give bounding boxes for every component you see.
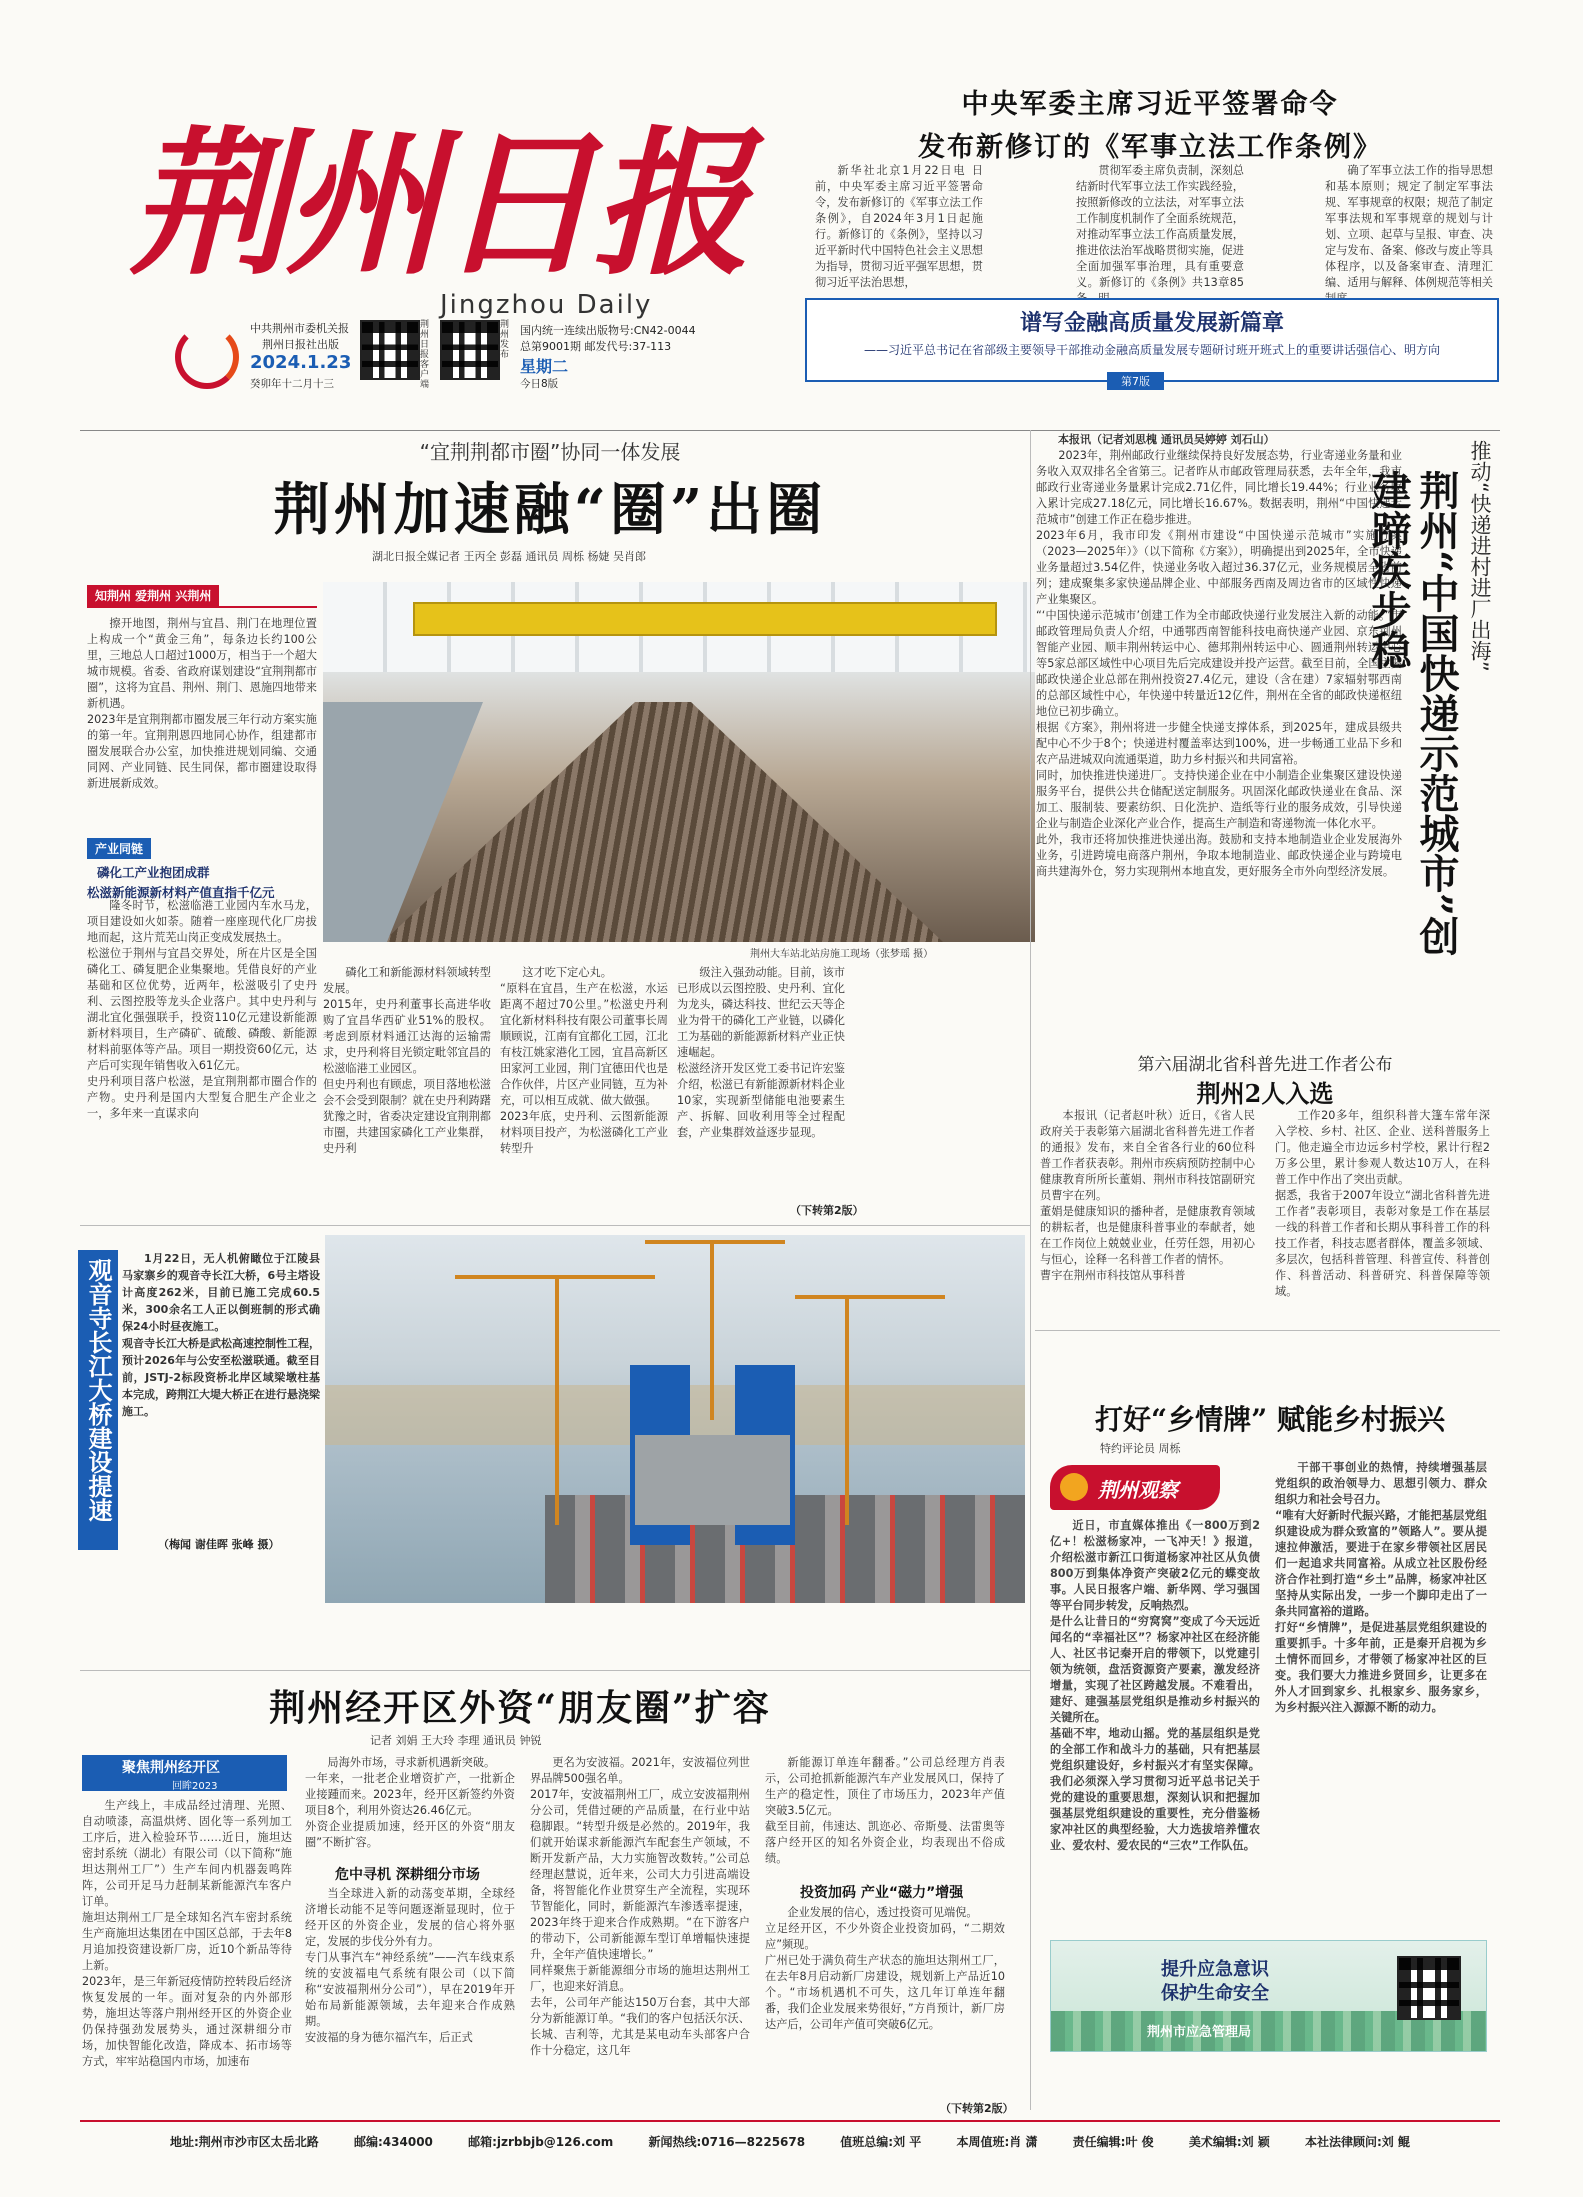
crane-left bbox=[555, 1275, 559, 1525]
econ-col2: 局海外市场，寻求新机遇新突破。 一年来，一批老企业增资扩产，一批新企业接踵而来。2023年，经开区新签约外资项目8个，利用外资达26.46亿元。 外资企业提质加速，经开区的外资“朋友圈”不断扩容。 bbox=[305, 1756, 515, 1849]
weekday: 星期二 bbox=[520, 357, 569, 376]
footer-art: 美术编辑:刘 颖 bbox=[1188, 2134, 1270, 2149]
top-news bbox=[800, 82, 1500, 164]
promo-page-tag: 第7版 bbox=[1107, 372, 1164, 390]
rule-econ-top bbox=[80, 1670, 1030, 1671]
top-news-col3: 确了军事立法工作的指导思想和基本原则；规定了制定军事法规、军事规章的权限；规范了制定军事法规和军事规章的规划与计划、立项、起草与呈报、审查、决定与发布、备案、修改与废止等具体程序，以及备案审查、清理汇编、适用与解释、体例规范等相关 bbox=[1325, 164, 1493, 289]
lead-byline: 湖北日报全媒记者 王丙全 彭磊 通讯员 周栎 杨婕 吴肖郎 bbox=[372, 550, 646, 563]
opinion-headline: 打好“乡情牌” 赋能乡村振兴 bbox=[1095, 1403, 1445, 1436]
rule-top-columns bbox=[80, 430, 1500, 431]
crane-mid bbox=[710, 1240, 714, 1420]
express-kicker: 推动“快递进村进厂出海” bbox=[1468, 440, 1492, 672]
lead-continue[interactable]: （下转第2版） bbox=[790, 1204, 864, 1217]
opinion-badge: 荆州观察 bbox=[1050, 1465, 1220, 1510]
lead-col2: 磷化工和新能源材料领域转型发展。 2015年，史丹利董事长高进华收购了宜昌华西矿业51%的股权。考虑到原材料通江达海的运输需求，史丹利将目光锁定毗邻宜昌的松滋临港工业园区。 但史丹利也有顾虑，项目落地松滋会不会受到限制？就在史丹利踌躇犹豫之时，省委决定建设宜荆荆都市圈，共建国家磷化工产业集群，史丹利 bbox=[323, 966, 491, 1155]
footer-duty-week: 本周值班:肖 潇 bbox=[956, 2134, 1038, 2149]
lead-photo-railway bbox=[323, 582, 1035, 942]
lead-col4: 级注入强劲动能。目前，该市已形成以云图控股、史丹利、宜化为龙头，磷达科技、世纪云天等企业为骨干的磷化工产业链，以磷化工为基础的新能源新材料产业正快速崛起。 松滋经济开发区党工委书记许宏鉴介绍，松滋已有新能源新材料企业10家，实现新型储能电池要素生产、拆解、回收利用等全过程配套，产业集群效益逐步显现。 bbox=[677, 966, 845, 1139]
opinion-byline: 特约评论员 周栎 bbox=[1100, 1442, 1181, 1455]
footer-lawyer: 本社法律顾问:刘 鲲 bbox=[1304, 2134, 1410, 2149]
top-headline-2: 发布新修订的《军事立法工作条例》 bbox=[918, 132, 1382, 163]
lead-col1b: 隆冬时节，松滋临港工业园内车水马龙，项目建设如火如荼。随着一座座现代化厂房拔地而起，这片荒芜山岗正变成发展热土。 松滋位于荆州与宜昌交界处，所在片区是全国磷化工、磷复肥企业集聚地。凭借良好的产业基础和区位优势，近两年，松滋吸引了史丹利、云图控股等龙头企业落户。其中史丹利与湖北宜化强强联手，投资110亿元建设新能源新材料项目，生产磷矿、硫酸、磷酸、新能源材料前驱体等产品。项目一期投资60亿元，达产后可实现年销售收入61亿元。 史丹利项目落户松滋，是宜荆荆都市圈合作的产物。史丹利是国内大型复合肥生产企业之一，多年来一直谋求向 bbox=[87, 899, 317, 1120]
footer-address: 地址:荆州市沙市区太岳北路 bbox=[170, 2134, 319, 2149]
science-kicker: 第六届湖北省科普先进工作者公布 bbox=[1137, 1055, 1393, 1075]
crane-mid-arm bbox=[645, 1240, 785, 1244]
publisher-line1: 中共荆州市委机关报 bbox=[250, 322, 349, 335]
science-col2: 工作20多年，组织科普大篷车常年深入学校、乡村、社区、企业、送科普服务上门。他走遍全市边远乡村学校，累计行程2万多公里，累计参观人数达10万人，在科普工作中作出了突出贡献。 据悉，我省于2007年设立“湖北省科普先进工作者”表彰项目，表彰对象是工作在基层一线的科普工作者和长期从事科普工作的科技工作者，科技志愿者群体，覆盖多领域、多层次，包括科普管理、科普宣传、科普创作、科普活动、科普研究、科普保障等领域。 bbox=[1275, 1109, 1490, 1298]
qr1-label: 荆州日报客户端 bbox=[420, 320, 430, 390]
econ-col4b: 企业发展的信心，透过投资可见端倪。 立足经开区，不少外资企业投资加码，“二期效应”频现。 广州已处于满负荷生产状态的施坦达荆州工厂，在去年8月启动新厂房建设，规划新上产品近10个。“市场机遇机不可失，这几年订单连年翻番，我们企业发展来势很好，”方肖预计，新厂房达产后，公司年产值可突破6亿元。 bbox=[765, 1906, 1005, 2031]
yellow-gantry bbox=[413, 602, 997, 636]
ad-qr-code[interactable] bbox=[1397, 1956, 1461, 2020]
qr2-label: 荆州发布 bbox=[500, 320, 510, 360]
issue-number: 总第9001期 邮发代号:37-113 bbox=[520, 340, 672, 353]
rule-mid-section bbox=[80, 1225, 1030, 1226]
crane-left-arm bbox=[455, 1275, 655, 1279]
bridge-vertical-title: 观音寺长江大桥建设提速 bbox=[78, 1250, 118, 1550]
footer-email[interactable]: 邮箱:jzrbbjb@126.com bbox=[468, 2134, 614, 2149]
econ-headline: 荆州经开区外资“朋友圈”扩容 bbox=[269, 1687, 771, 1729]
bridge-credit: （梅闻 谢佳晖 张峰 摄） bbox=[158, 1538, 280, 1551]
lunar-date: 癸卯年十二月十三 bbox=[250, 378, 334, 390]
econ-col1: 生产线上，丰成品经过清理、光照、自动喷漆，高温烘烤、固化等一系列加工工序后，进入检验环节……近日，施坦达密封系统（湖北）有限公司（以下简称“施坦达荆州工厂”）生产车间内机器轰鸣阵阵，公司开足马力赶制某新能源汽车客户订单。 施坦达荆州工厂是全球知名汽车密封系统生产商施坦达集团在中国区总部，于去年8月追加投资建设新厂房，近10个新品等待上新。 2023年，是三年新冠疫情防控转段后经济恢复发展的一年。面对复杂的内外部形势，施坦达等落户荆州经开区的外资企业仍保持强劲发展势头，通过深耕细分市场，加快智能化改造，降成本、拓市场等方式，牢牢站稳国内市场，加速布 bbox=[82, 1799, 292, 2068]
rule-science-bottom bbox=[1035, 1330, 1500, 1331]
footer-editor: 责任编辑:叶 俊 bbox=[1072, 2134, 1154, 2149]
rule-right-col bbox=[1030, 430, 1031, 2110]
econ-sub1: 危中寻机 深耕细分市场 bbox=[335, 1867, 480, 1883]
promo-subtitle: ——习近平总书记在省部级主要领导干部推动金融高质量发展专题研讨班开班式上的重要讲话强信心、明方向 bbox=[863, 343, 1440, 357]
lead-photo-caption: 荆州大车站北站房施工现场（张梦瑶 摄） bbox=[750, 949, 934, 960]
express-body: 本报讯（记者刘思槐 通讯员吴婷婷 刘石山） 2023年，荆州邮政行业继续保持良好发展态势，行业寄递业务量和业务收入双双排名全省第三。记者昨从市邮政管理局获悉，去年全年，我市邮政行业寄递业务量累计完成2.71亿件，同比增长19.44%；行业业务收入累计完成27.18亿元，同比增长16.67%。数据表明，荆州“中国快递示范城市”创建工作正在稳步推进。 2023年6月，我市印发《荆州市建设“中国快递示范城市”实施方案（2023—2025年）》（以下简称《方案》），明确提出到2025年，全市快递业务量超过3.54亿件，快递业务收入超过36.37亿元，业务规模居全省前列；建成聚集多家快递品牌企业、中部服务西南及周边省市的区域性快递产业集聚区。 “‘中国快递示范城市’创建工作为全市邮政快递行业发展注入新的动能。”市邮政管理局负责人介绍，中通鄂西南智能科技电商快递产业园、京东荆州智能产业园、顺丰荆州转运中心、德邦荆州转运中心、圆通荆州转运中心等5家总部区域性中心项目先后完成建设并投产运营。截至目前，全国主要邮政快递企业总部在荆州投资27.4亿元，建设（含在建）7家辐射鄂西南的总部区域性中心，年快递中转量近12亿件，荆州在全省的邮政快递枢纽地位已初步确立。 根据《方案》，荆州将进一步健全快递支撑体系，到2025年，建成县级共配中心不少于8个；快递进村覆盖率达到100%，进一步畅通工业品下乡和农产品进城双向流通渠道，助力乡村振兴和共同富裕。 同时，加快推进快递进厂。支持快递企业在中小制造企业集聚区建设快递服务平台，提供公共仓储配送定制服务。巩固深化邮政快递业在食品、深加工、服制装、要素纺织、日化洗护、造纸等行业的服务成效，引导快递企业与制造企业深化产业合作，提高生产制造和寄递物流一体化水平。 此外，我市还将加快推进快递出海。鼓励和支持本地制造业企业发展海外业务，引进跨境电商落户荆州，争取本地制造业、邮政快递企业与跨境电商共建海外仓，努力实现荆州本地直发，更好服务全市外向型经济发展。 bbox=[1036, 433, 1402, 878]
econ-col3: 更名为安波福。2021年，安波福位列世界品牌500强名单。 2017年，安波福荆州工厂，成立安波福荆州分公司，凭借过硬的产品质量，在行业中站稳脚跟。“转型升级是必然的。2019年，我们就开始谋求新能源汽车配套生产领域，不断开发新产品，大力实施智改数转。”公司总经理赵慧说，近年来，公司大力引进高端设备，将智能化作业贯穿生产全流程，实现环节智能化，同时，新能源汽车渗透率提速，2023年终于迎来合作成熟期。“在下游客户的带动下，公司新能源车型订单增幅快速提升，全年产值快速增长。” 同样聚焦于新能源细分市场的施坦达荆州工厂，也迎来好消息。 去年，公司年产能达150万台套，其中大部分为新能源订单。“我们的客户包括沃尔沃、长城、吉利等，尤其是某电动车头部客户合作十分稳定，这几年 bbox=[530, 1756, 750, 2057]
crane-right bbox=[845, 1295, 849, 1525]
promo-box[interactable] bbox=[805, 298, 1499, 388]
section-industry: 产业同链 磷化工产业抱团成群 松滋新能源新材料产值直指千亿元 bbox=[87, 838, 317, 903]
opinion-col1: 近日，市直媒体推出《一800万到2亿+！松滋杨家冲，一飞冲天！》报道，介绍松滋市新江口街道杨家冲社区从负债800万到集体净资产突破2亿元的蝶变故事。人民日报客户端、新华网、学习强国等平台同步转发，反响热烈。 是什么让昔日的“穷窝窝”变成了今天远近闻名的“幸福社区”？杨家冲社区在经济能人、社区书记秦开启的带领下，以党建引领为统领，盘活资源资产要素，激发经济增量，实现了社区跨越发展。不难看出，建好、建强基层党组织是推动乡村振兴的关键所在。 基础不牢，地动山摇。党的基层组织是党的全部工作和战斗力的基础，只有把基层党组织建设好，乡村振兴才有坚实保障。我们必须深入学习贯彻习近平总书记关于党的建设的重要思想，深刻认识和把握加强基层党组织建设的重要性，充分借鉴杨家冲社区的典型经验，大力选拔培养懂农业、爱农村、爱农民的“三农”工作队伍。 bbox=[1050, 1519, 1260, 1852]
econ-byline: 记者 刘娟 王大玲 李理 通讯员 钟锐 bbox=[370, 1734, 542, 1747]
masthead-pinyin: Jingzhou Daily bbox=[440, 290, 653, 320]
bridge-body: 1月22日，无人机俯瞰位于江陵县马家寨乡的观音寺长江大桥，6号主塔设计高度262米，目前已施工完成60.5米，300余名工人正以倒班制的形式确保24小时昼夜施工。 观音寺长江大桥是武松高速控制性工程，预计2026年与公安至松滋联通。截至目前，JSTJ-2标段资桥北岸区域梁墩柱基本完成，跨荆江大堤大桥正在进行悬浇梁施工。 bbox=[122, 1252, 320, 1418]
masthead bbox=[80, 70, 800, 450]
econ-continue[interactable]: （下转第2版） bbox=[940, 2102, 1014, 2115]
econ-sub2: 投资加码 产业“磁力”增强 bbox=[800, 1885, 964, 1901]
lead-headline: 荆州加速融“圈”出圈 bbox=[273, 477, 827, 543]
opinion-col2: 干部干事创业的热情，持续增强基层党组织的政治领导力、思想引领力、群众组织力和社会号召力。 “唯有大好新时代振兴路，才能把基层党组织建设成为群众致富的”领路人”。要从提速拉伸激活，要进于在家乡带领社区居民们一起追求共同富裕。从成立社区股份经济合作社到打造“乡土”品牌，杨家冲社区坚持从实际出发，一步一个脚印走出了一条共同富裕的道路。 打好“乡情牌”，是促进基层党组织建设的重要抓手。十多年前，正是秦开启视为乡土情怀而回乡，才带领了杨家冲社区的巨变。我们要大力推进乡贤回乡，让更多在外人才回到家乡、扎根家乡、服务家乡，为乡村振兴注入源源不断的动力。 bbox=[1275, 1461, 1487, 1714]
cn-number: 国内统一连续出版物号:CN42-0044 bbox=[520, 324, 696, 337]
top-headline-1: 中央军委主席习近平签署命令 bbox=[961, 89, 1339, 120]
page-count: 今日8版 bbox=[520, 378, 559, 390]
newspaper-logo-icon bbox=[175, 325, 239, 389]
issue-date: 2024.1.23 bbox=[250, 352, 352, 373]
econ-col2b: 当全球进入新的动荡变革期，全球经济增长动能不足等问题逐渐显现时，位于经开区的外资企业，发展的信心将外驱定，发展的步伐分外有力。 专门从事汽车“神经系统”——汽车线束系统的安波福电气系统有限公司（以下简称“安波福荆州分公司”），早在2019年开始布局新能源领域，去年迎来合作成熟期。 安波福的身为德尔福汽车，后正式 bbox=[305, 1887, 515, 2044]
top-news-col2: 贯彻军委主席负责制，深刻总结新时代军事立法工作实践经验，按照新修改的立法法，对军事立法工作制度机制作了全面系统规范，对推动军事立法工作高质量发展，推进依法治军战略贯彻实施，促进全面加强军事治理，具有重要意义。新修订的《条例》共13章85 bbox=[1076, 164, 1244, 289]
lead-col1: 擦开地图，荆州与宜昌、荆门在地理位置上构成一个“黄金三角”，每条边长约100公里，三地总人口超过1000万，相当于一个超大城市规模。省委、省政府谋划建设“宜荆荆都市圈”，这将为宜昌、荆州、荆门、恩施四地带来新机遇。 2023年是宜荆荆都市圈发展三年行动方案实施的第一年。宜荆荆恩四地同心协作，组建都市圈发展联合办公室，加快推进规划同编、交通同网、产业同链、民生同保，都市圈建设取得新进展新成效。 bbox=[87, 617, 317, 790]
qr-code-app[interactable] bbox=[360, 320, 420, 380]
lead-col3: 这才吃下定心丸。 “原料在宜昌，生产在松滋，水运距离不超过70公里。”松滋史丹利宜化新材料科技有限公司董事长周顺顾说，江南有宜都化工园，江北有枝江姚家港化工园，宜昌高新区田家河工业园，荆门宜德田代也是合作伙伴，片区产业同链，互为补充，可以相互成就、做大做强。 2023年底，史丹利、云图新能源材料项目投产，为松滋磷化工产业转型升 bbox=[500, 966, 668, 1155]
lead-kicker: “宜荆荆都市圈”协同一体发展 bbox=[419, 440, 681, 464]
science-col1: 本报讯（记者赵叶秋）近日，《省人民政府关于表彰第六届湖北省科普先进工作者的通报》发布，来自全省各行业的60位科普工作者获表彰。荆州市疾病预防控制中心健康教育所所长董娟、荆州市科技馆副研究员曹宇在列。 董娟是健康知识的播种者，是健康教育领域的耕耘者，也是健康科普事业的奉献者，她在工作岗位上兢兢业业，任劳任怨，用初心与恒心，诠释一名科普工作者的情怀。 曹宇在荆州市科技馆从事科普 bbox=[1040, 1109, 1255, 1282]
footer-duty-chief: 值班总编:刘 平 bbox=[840, 2134, 922, 2149]
crane-right-arm bbox=[795, 1295, 945, 1299]
promo-title: 谱写金融高质量发展新篇章 bbox=[1019, 310, 1284, 336]
safety-ad[interactable]: 提升应急意识 保护生命安全 荆州市应急管理局 bbox=[1050, 1940, 1487, 2052]
footer-hotline: 新闻热线:0716—8225678 bbox=[648, 2134, 806, 2149]
masthead-title: 荆州日报 bbox=[130, 112, 746, 297]
badge-swirl-icon bbox=[1060, 1473, 1088, 1501]
lead-sidebar-tag: 知荆州 爱荆州 兴荆州 bbox=[87, 585, 317, 608]
top-news-col1: 新华社北京1月22日电 日前，中央军委主席习近平签署命令，发布新修订的《军事立法工作条例》，自2024年3月1日起施行。新修订的《条例》，坚持以习近平新时代中国特色社会主义思想为指导，贯彻习近平强军思想，贯彻习近平法治思想， bbox=[815, 164, 983, 289]
tower-pier bbox=[635, 1435, 790, 1525]
econ-col4: 新能源订单连年翻番。”公司总经理方肖表示，公司抢抓新能源汽车产业发展风口，保持了生产的稳定性，顶住了市场压力，2023年产值突破3.5亿元。 截至目前，伟速达、凯迩必、帝斯曼、法雷奥等落户经开区的知名外资企业，均表现出不俗成绩。 bbox=[765, 1756, 1005, 1865]
footer-postcode: 邮编:434000 bbox=[354, 2134, 433, 2149]
publisher-line2: 荆州日报社出版 bbox=[262, 338, 339, 351]
science-headline: 荆州2人入选 bbox=[1196, 1079, 1334, 1108]
footer bbox=[80, 2120, 1500, 2160]
express-headline: 荆州“中国快递示范城市”创建蹄疾步稳 bbox=[1365, 470, 1460, 957]
econ-tag: 聚焦荆州经开区 回眸2023 bbox=[82, 1755, 287, 1791]
bridge-photo bbox=[325, 1235, 1025, 1603]
qr-code-release[interactable] bbox=[440, 320, 500, 380]
